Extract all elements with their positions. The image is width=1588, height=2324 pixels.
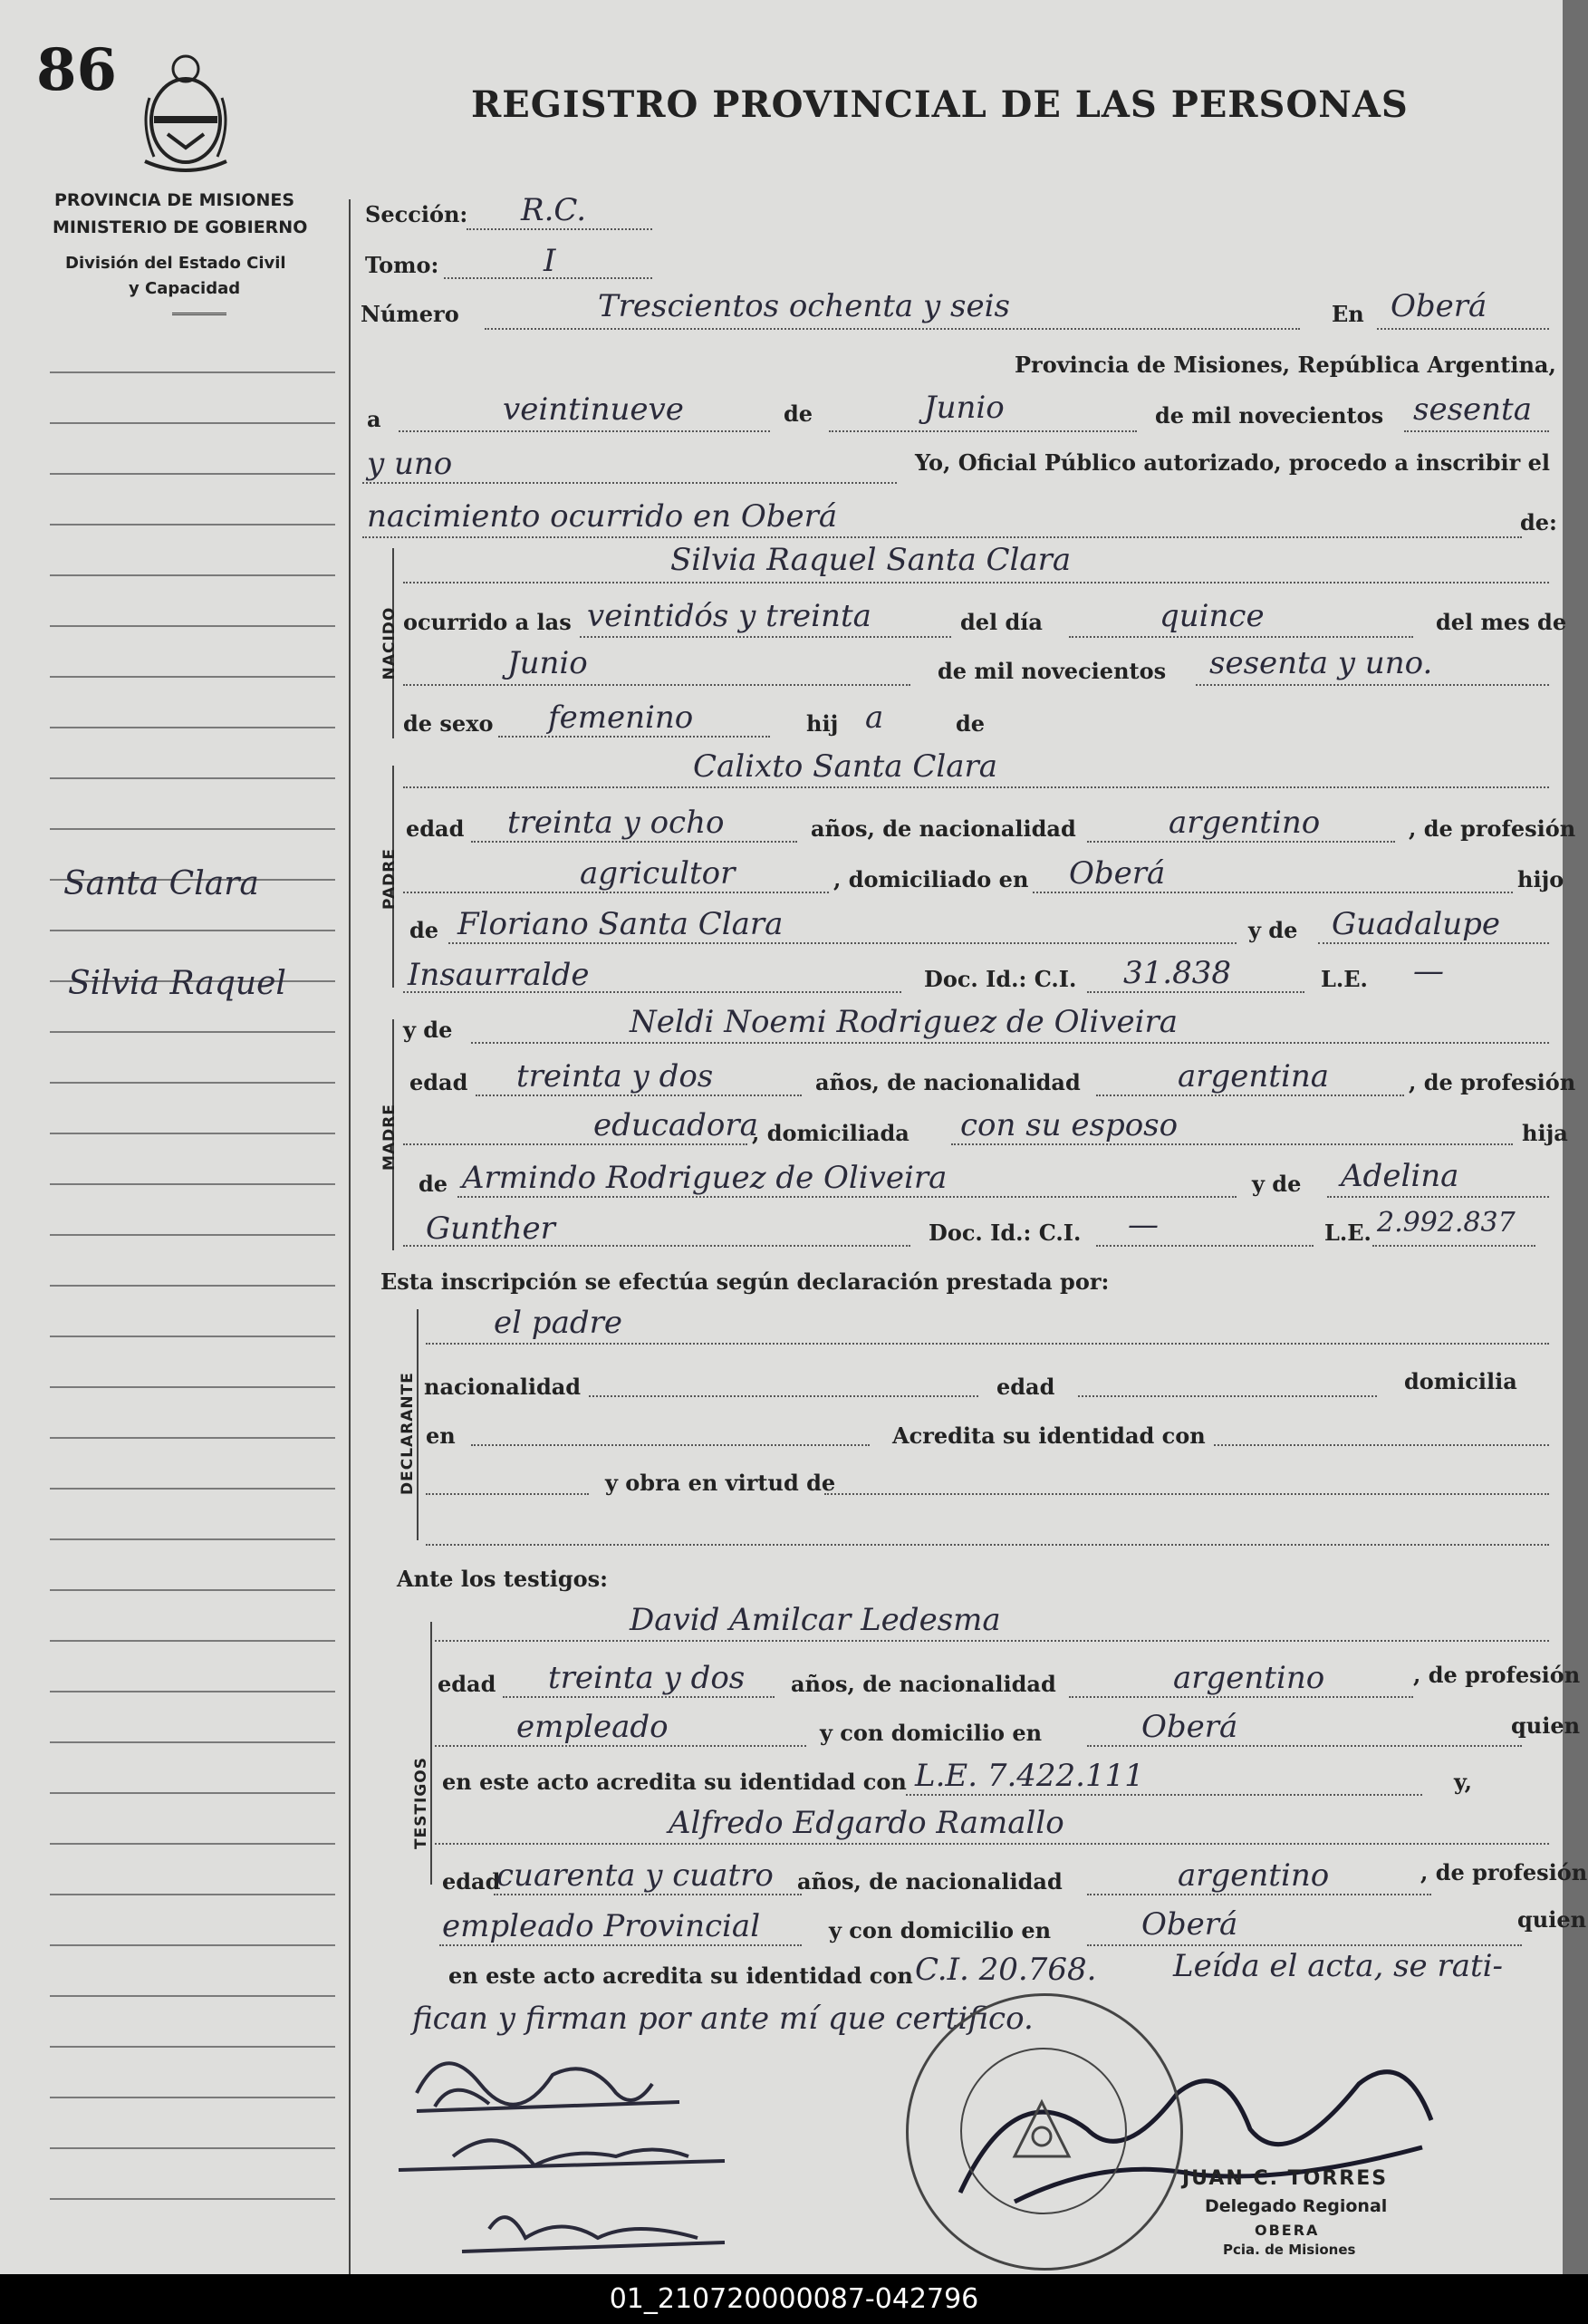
padre-mother-line-2: [403, 991, 901, 993]
official-place: OBERA: [1255, 2222, 1320, 2239]
margin-rule-line: [50, 1995, 335, 1997]
declarante-edad-label: edad: [996, 1374, 1055, 1400]
testigo-1-name: David Amilcar Ledesma: [630, 1602, 1001, 1638]
numero-label: Número: [361, 301, 459, 327]
margin-rule-line: [50, 1843, 335, 1845]
testigos-intro: Ante los testigos:: [397, 1566, 609, 1592]
testigo-2-nac: argentino: [1178, 1857, 1330, 1894]
declarante-edad-line: [1078, 1395, 1377, 1397]
hij-value: a: [865, 699, 884, 736]
margin-rule-line: [50, 1336, 335, 1337]
testigo-2-doc: C.I. 20.768.: [915, 1952, 1097, 1988]
month-value: Junio: [924, 390, 1005, 426]
padre-father-value: Floriano Santa Clara: [457, 906, 784, 942]
year-born-prefix: de mil novecientos: [938, 658, 1167, 684]
margin-rule-line: [50, 1894, 335, 1895]
padre-doc-value: 31.838: [1123, 955, 1231, 991]
a-label: a: [367, 406, 381, 432]
madre-le-value: 2.992.837: [1377, 1207, 1516, 1239]
padre-mother-value-2: Insaurralde: [408, 957, 590, 993]
testigo-2-quien: quien: [1517, 1906, 1587, 1933]
testigo-1-name-line: [435, 1640, 1549, 1642]
month-born: Junio: [507, 645, 588, 681]
margin-rule-line: [50, 1285, 335, 1287]
province-line: Provincia de Misiones, República Argentina,: [1015, 352, 1556, 378]
testigo-1-dom: Oberá: [1141, 1709, 1238, 1745]
header-ministry: MINISTERIO DE GOBIERNO: [53, 217, 308, 237]
margin-rule-line: [50, 1691, 335, 1692]
margin-rule-line: [50, 2097, 335, 2098]
margin-rule-line: [50, 574, 335, 576]
margin-rule-line: [50, 676, 335, 678]
padre-mother-line: [1318, 942, 1549, 944]
padre-father-line: [448, 942, 1237, 944]
padre-nac-line: [1087, 841, 1395, 843]
testigo-2-nac-line: [1087, 1894, 1431, 1895]
en-label: En: [1332, 301, 1364, 327]
margin-rule-line: [50, 777, 335, 779]
month-born-line: [403, 684, 910, 686]
testigo-1-dom-line: [1087, 1745, 1522, 1747]
declarante-extra-line: [426, 1544, 1549, 1546]
testigo-2-dom-label: y con domicilio en: [829, 1917, 1052, 1943]
margin-rule-line: [50, 473, 335, 475]
padre-le-label: L.E.: [1321, 966, 1368, 992]
padre-nac-label: años, de nacionalidad: [811, 815, 1076, 842]
madre-father-value: Armindo Rodriguez de Oliveira: [462, 1160, 948, 1196]
year-born-line: [1196, 684, 1549, 686]
registry-title: REGISTRO PROVINCIAL DE LAS PERSONAS: [471, 83, 1409, 126]
testigo-y-label: y,: [1454, 1769, 1473, 1795]
testigo-1-nac-line: [1069, 1696, 1413, 1698]
hij-label: hij: [806, 710, 839, 737]
testigo-2-name-line: [435, 1843, 1549, 1845]
header-province: PROVINCIA DE MISIONES: [54, 190, 295, 210]
tomo-value: I: [544, 243, 556, 279]
madre-hija-label: hija: [1522, 1120, 1568, 1146]
official-text: Yo, Oficial Público autorizado, procedo a inscribir el: [915, 449, 1551, 476]
testigo-1-prof: empleado: [516, 1709, 669, 1745]
madre-nac-line: [1096, 1094, 1404, 1096]
margin-rule-line: [50, 2198, 335, 2200]
de-label: de: [784, 400, 813, 427]
coat-of-arms-icon: [127, 43, 245, 179]
padre-prof-label: , de profesión: [1409, 815, 1576, 842]
testigo-1-edad-label: edad: [438, 1671, 496, 1697]
declarante-nac-line: [589, 1395, 978, 1397]
madre-mother-value-2: Gunther: [426, 1210, 555, 1247]
margin-rule-line: [50, 1944, 335, 1946]
margin-rule-line: [50, 524, 335, 526]
madre-name: Neldi Noemi Rodriguez de Oliveira: [630, 1004, 1178, 1040]
sexo-label: de sexo: [403, 710, 494, 737]
main-column-border: [349, 199, 351, 2274]
padre-le-value: —: [1413, 953, 1444, 989]
nacido-name-line: [403, 582, 1549, 583]
testigo-2-acredita-label: en este acto acredita su identidad con: [448, 1962, 913, 1989]
official-province: Pcia. de Misiones: [1223, 2242, 1356, 2258]
declarante-acredita-label: Acredita su identidad con: [892, 1422, 1206, 1449]
header-division: División del Estado Civil: [65, 254, 286, 273]
year-value-2: y uno: [367, 446, 453, 482]
testigos-label: TESTIGOS: [412, 1756, 430, 1850]
year-value-1: sesenta: [1413, 391, 1532, 428]
declarante-domicilia-label: domicilia: [1404, 1368, 1517, 1394]
declarante-obra-line: [824, 1493, 1549, 1495]
year-born: sesenta y uno.: [1209, 645, 1433, 681]
padre-dom-value: Oberá: [1069, 855, 1166, 892]
margin-rule-line: [50, 1792, 335, 1794]
del-dia-label: del día: [960, 609, 1043, 635]
madre-doc-label: Doc. Id.: C.I.: [929, 1220, 1082, 1246]
madre-edad-value: treinta y dos: [516, 1058, 714, 1094]
madre-dom-value: con su esposo: [960, 1107, 1179, 1143]
padre-edad-value: treinta y ocho: [507, 805, 725, 841]
en-value: Oberá: [1391, 288, 1487, 324]
testigo-2-prof-label: , de profesión: [1420, 1859, 1588, 1885]
margin-rule-line: [50, 2147, 335, 2149]
nacido-label: NACIDO: [380, 606, 399, 680]
padre-dom-line: [1033, 892, 1513, 893]
madre-doc-value: —: [1128, 1207, 1159, 1243]
declarante-obra-label: y obra en virtud de: [605, 1470, 836, 1496]
testigo-1-prof-label: , de profesión: [1413, 1662, 1581, 1688]
margin-rule-line: [50, 1640, 335, 1642]
madre-dom-label: , domiciliada: [752, 1120, 909, 1146]
padre-dom-label: , domiciliado en: [833, 866, 1029, 892]
header-underline: [172, 313, 226, 315]
page-number: 86: [36, 36, 118, 104]
official-title: Delegado Regional: [1205, 2196, 1388, 2216]
margin-note-surname: Santa Clara: [63, 865, 259, 902]
padre-name: Calixto Santa Clara: [693, 748, 998, 785]
margin-rule-line: [50, 625, 335, 627]
margin-rule-line: [50, 422, 335, 424]
en-line: [1377, 328, 1549, 330]
padre-edad-line: [471, 841, 797, 843]
madre-prof-value: educadora: [593, 1107, 758, 1143]
day-value: veintinueve: [503, 391, 684, 428]
day-born-line: [1069, 636, 1413, 638]
margin-rule-line: [50, 1031, 335, 1033]
hour-value: veintidós y treinta: [587, 598, 871, 634]
tomo-label: Tomo:: [365, 252, 439, 278]
declarante-acredita-line: [1214, 1444, 1549, 1446]
padre-nac-value: argentino: [1169, 805, 1321, 841]
padre-doc-label: Doc. Id.: C.I.: [924, 966, 1077, 992]
margin-rule-line: [50, 1538, 335, 1540]
numero-line: [485, 328, 1300, 330]
madre-prof-label: , de profesión: [1409, 1069, 1576, 1095]
testigo-1-doc: L.E. 7.422.111: [915, 1758, 1144, 1794]
numero-value: Trescientos ochenta y seis: [598, 288, 1010, 324]
margin-rule-line: [50, 1741, 335, 1743]
declarant-signature: [417, 2063, 679, 2111]
padre-doc-line: [1087, 991, 1304, 993]
madre-dom-line: [951, 1143, 1513, 1145]
madre-nac-label: años, de nacionalidad: [815, 1069, 1081, 1095]
padre-edad-label: edad: [406, 815, 465, 842]
madre-father-line: [457, 1196, 1237, 1198]
closing-line-1: Leída el acta, se rati-: [1173, 1948, 1504, 1984]
padre-mother-value-1: Guadalupe: [1332, 906, 1501, 942]
seccion-label: Sección:: [365, 201, 468, 227]
event-line: [362, 536, 1522, 538]
stamp-emblem-icon: [1006, 2093, 1078, 2165]
sexo-value: femenino: [548, 699, 694, 736]
official-name: JUAN C. TORRES: [1182, 2167, 1389, 2190]
margin-rule-line: [50, 1082, 335, 1084]
declarante-obra-line-a: [426, 1493, 589, 1495]
year-line-1: [1404, 430, 1549, 432]
testigo-2-dom-line: [1087, 1944, 1522, 1946]
event-value: nacimiento ocurrido en Oberá: [367, 498, 838, 535]
testigo-2-prof-line: [439, 1944, 802, 1946]
madre-yde-label: y de: [403, 1017, 453, 1043]
madre-mother-value-1: Adelina: [1341, 1158, 1459, 1194]
madre-name-line: [471, 1042, 1549, 1044]
madre-mother-line-2: [403, 1245, 910, 1247]
margin-rule-line: [50, 828, 335, 830]
madre-nac-value: argentina: [1178, 1058, 1330, 1094]
year-line-2: [362, 482, 897, 484]
madre-doc-line: [1096, 1245, 1314, 1247]
declarante-bracket: [417, 1309, 419, 1540]
margin-rule-line: [50, 1386, 335, 1388]
madre-de-label: de: [419, 1171, 448, 1197]
padre-prof-value: agricultor: [580, 855, 736, 892]
seccion-line: [467, 228, 652, 230]
hour-line: [580, 636, 951, 638]
testigo-1-acredita-label: en este acto acredita su identidad con: [442, 1769, 907, 1795]
closing-line-2: fican y firman por ante mí que certifico.: [412, 2001, 1034, 2037]
testigo-1-edad-line: [503, 1696, 775, 1698]
madre-le-label: L.E.: [1324, 1220, 1371, 1246]
testigo-1-doc-line: [906, 1794, 1422, 1796]
nacido-name: Silvia Raquel Santa Clara: [670, 542, 1072, 578]
declarante-en-line: [471, 1444, 870, 1446]
hij-de-label: de: [956, 710, 986, 737]
padre-prof-line: [403, 892, 829, 893]
margin-note-given-names: Silvia Raquel: [68, 965, 286, 1002]
testigo-2-dom: Oberá: [1141, 1906, 1238, 1943]
ocurrido-label: ocurrido a las: [403, 609, 572, 635]
day-born: quince: [1160, 598, 1265, 634]
witness-2-signature: [462, 2217, 725, 2252]
margin-rule-line: [50, 727, 335, 728]
padre-de-label: de: [409, 917, 439, 943]
year-prefix: de mil novecientos: [1155, 402, 1384, 429]
testigo-1-nac: argentino: [1173, 1660, 1325, 1696]
madre-prof-line: [403, 1143, 747, 1145]
footer-id: 01_210720000087-042796: [0, 2274, 1588, 2324]
padre-hijo-label: hijo: [1517, 866, 1564, 892]
margin-rule-line: [50, 1133, 335, 1134]
declarante-label: DECLARANTE: [399, 1372, 417, 1495]
declarante-nac-label: nacionalidad: [424, 1374, 582, 1400]
margin-rule-line: [50, 1488, 335, 1490]
day-line: [399, 430, 770, 432]
event-de-label: de:: [1520, 509, 1557, 535]
testigo-2-edad-line: [494, 1894, 802, 1895]
del-mes-label: del mes de: [1436, 609, 1567, 635]
declarante-name: el padre: [494, 1305, 622, 1341]
margin-rule-line: [50, 1183, 335, 1185]
declarante-name-line: [426, 1343, 1549, 1345]
testigo-1-nac-label: años, de nacionalidad: [791, 1671, 1056, 1697]
declarante-en-label: en: [426, 1422, 456, 1449]
margin-rule-line: [50, 371, 335, 373]
madre-mother-line: [1327, 1196, 1549, 1198]
testigo-2-name: Alfredo Edgardo Ramallo: [669, 1805, 1064, 1841]
seccion-value: R.C.: [521, 192, 587, 228]
testigos-bracket: [430, 1622, 432, 1885]
madre-edad-label: edad: [409, 1069, 468, 1095]
margin-rule-line: [50, 1437, 335, 1439]
padre-label: PADRE: [380, 848, 399, 910]
margin-rule-line: [50, 930, 335, 931]
month-line: [829, 430, 1137, 432]
padre-name-line: [403, 786, 1549, 788]
sexo-line: [498, 736, 770, 738]
madre-edad-line: [476, 1094, 802, 1096]
testigo-2-nac-label: años, de nacionalidad: [797, 1868, 1063, 1895]
testigo-2-edad-label: edad: [442, 1868, 501, 1895]
madre-le-line: [1372, 1245, 1535, 1247]
madre-yde2-label: y de: [1252, 1171, 1302, 1197]
testigo-2-prof: empleado Provincial: [442, 1908, 761, 1944]
testigo-1-quien: quien: [1511, 1712, 1581, 1739]
margin-rule-line: [50, 1234, 335, 1236]
declarante-intro: Esta inscripción se efectúa según declaración prestada por:: [380, 1268, 1110, 1295]
padre-yde-label: y de: [1248, 917, 1298, 943]
testigo-1-prof-line: [435, 1745, 806, 1747]
margin-rule-line: [50, 1589, 335, 1591]
testigo-2-edad: cuarenta y cuatro: [496, 1857, 774, 1894]
margin-rule-line: [50, 2046, 335, 2048]
testigo-1-dom-label: y con domicilio en: [820, 1720, 1043, 1746]
madre-label: MADRE: [380, 1104, 399, 1171]
testigo-1-edad: treinta y dos: [548, 1660, 746, 1696]
header-division-2: y Capacidad: [129, 279, 241, 298]
witness-1-signature: [399, 2140, 725, 2170]
